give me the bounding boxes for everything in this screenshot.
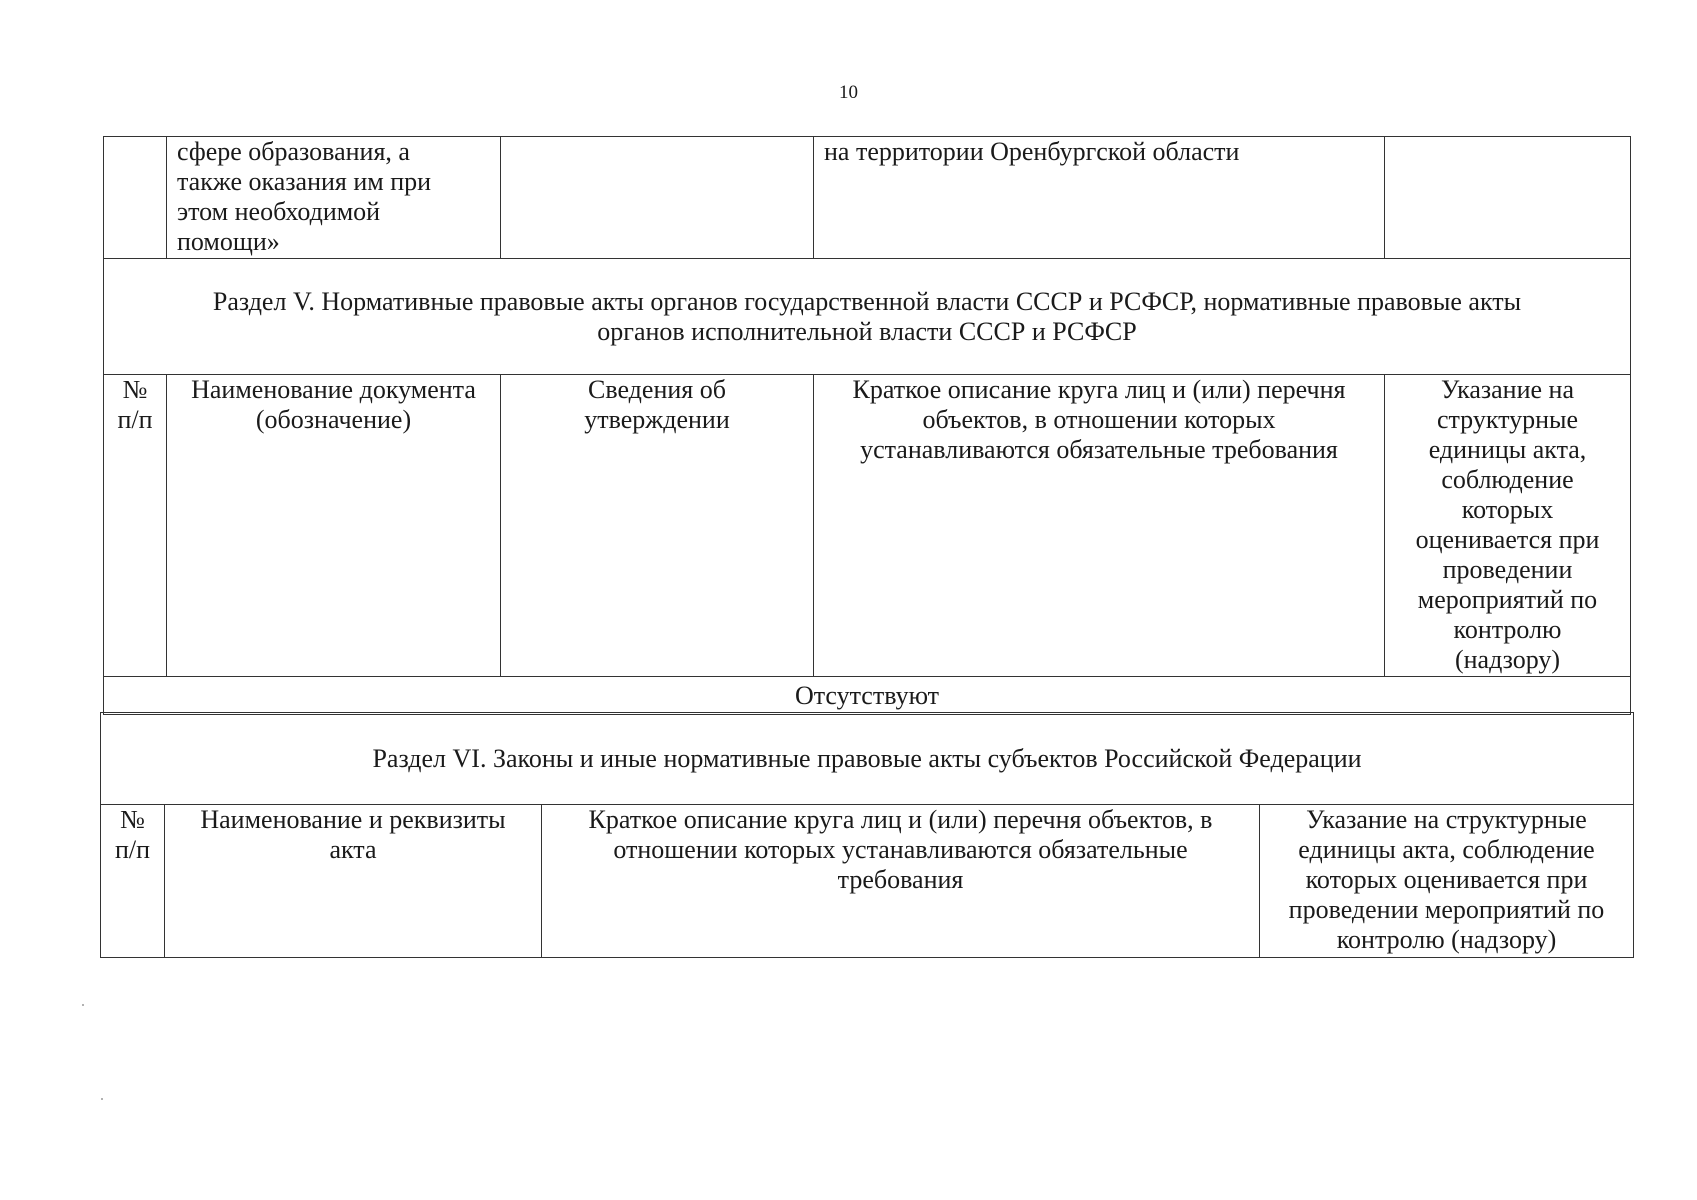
section-vi-title: Раздел VI. Законы и иные нормативные правовые акты субъектов Российской Федерации [101,713,1634,805]
header-units-line: единицы акта, [1428,435,1587,464]
continuation-units-cell [1385,137,1631,259]
header-units-line: Указание на структурные [1306,805,1587,834]
header-units-line: которых [1461,495,1554,524]
header-desc-line: Краткое описание круга лиц и (или) перечня объектов, в [588,805,1213,834]
header-units-line: проведении [1442,555,1573,584]
header-name-line: (обозначение) [255,405,412,434]
continuation-desc-text: на территории Оренбургской области [824,137,1240,166]
section-v-title [104,259,1631,375]
header-units-line: соблюдение [1441,465,1574,494]
header-description [542,805,1260,958]
header-desc-line: требования [837,865,964,894]
scan-speck [101,1098,103,1100]
header-units-line: контролю (надзору) [1336,925,1557,954]
header-units-line: которых оценивается при [1305,865,1588,894]
header-num [104,375,167,677]
continuation-approval-cell [501,137,814,259]
header-desc-line: Краткое описание круга лиц и (или) перечня [852,375,1346,404]
header-approval-line: утверждении [584,405,730,434]
section-v-table [103,136,1631,715]
header-units-line: Указание на [1440,375,1575,404]
header-num-line: № [122,375,148,404]
header-num [101,805,165,958]
continuation-name-line: этом необходимой [177,197,381,226]
section-vi-header-row [101,805,1634,958]
header-structural-units [1385,375,1631,677]
header-approval-line: Сведения об [588,375,726,404]
header-name-line: акта [329,835,377,864]
header-description [814,375,1385,677]
header-num-line: п/п [117,405,153,434]
scan-speck [82,1004,84,1006]
header-num-line: № [120,805,145,834]
header-units-line: оценивается при [1415,525,1600,554]
header-act-name [165,805,542,958]
header-desc-line: отношении которых устанавливаются обязательные [613,835,1188,864]
section-v-title-row [104,259,1631,375]
header-units-line: проведении мероприятий по [1288,895,1605,924]
continuation-name-line: сфере образования, а [177,137,410,166]
section-vi-title-row [101,713,1634,805]
continuation-name-cell [167,137,501,259]
section-v-title-line: органов исполнительной власти СССР и РСФСР [597,316,1137,346]
continuation-num-cell [104,137,167,259]
header-name-line: Наименование документа [191,375,476,404]
section-v-absent-row [104,677,1631,715]
header-structural-units [1260,805,1634,958]
section-vi-table [100,712,1634,958]
continuation-desc-cell [814,137,1385,259]
header-desc-line: устанавливаются обязательные требования [860,435,1338,464]
section-v-title-line: Раздел V. Нормативные правовые акты органов государственной власти СССР и РСФСР, нормативные правовые акты [212,286,1522,316]
section-v-header-row [104,375,1631,677]
continuation-name-line: помощи» [177,227,280,256]
header-units-line: структурные [1436,405,1579,434]
continuation-name-line: также оказания им при [177,167,432,196]
header-name-line: Наименование и реквизиты [200,805,506,834]
header-document-name [167,375,501,677]
header-approval-info [501,375,814,677]
header-units-line: единицы акта, соблюдение [1298,835,1595,864]
header-units-line: мероприятий по [1417,585,1598,614]
continuation-row [104,137,1631,259]
absent-text: Отсутствуют [104,677,1631,715]
header-units-line: (надзору) [1454,645,1561,674]
page-number: 10 [839,82,858,103]
header-units-line: контролю [1453,615,1562,644]
header-num-line: п/п [114,835,151,864]
header-desc-line: объектов, в отношении которых [922,405,1276,434]
